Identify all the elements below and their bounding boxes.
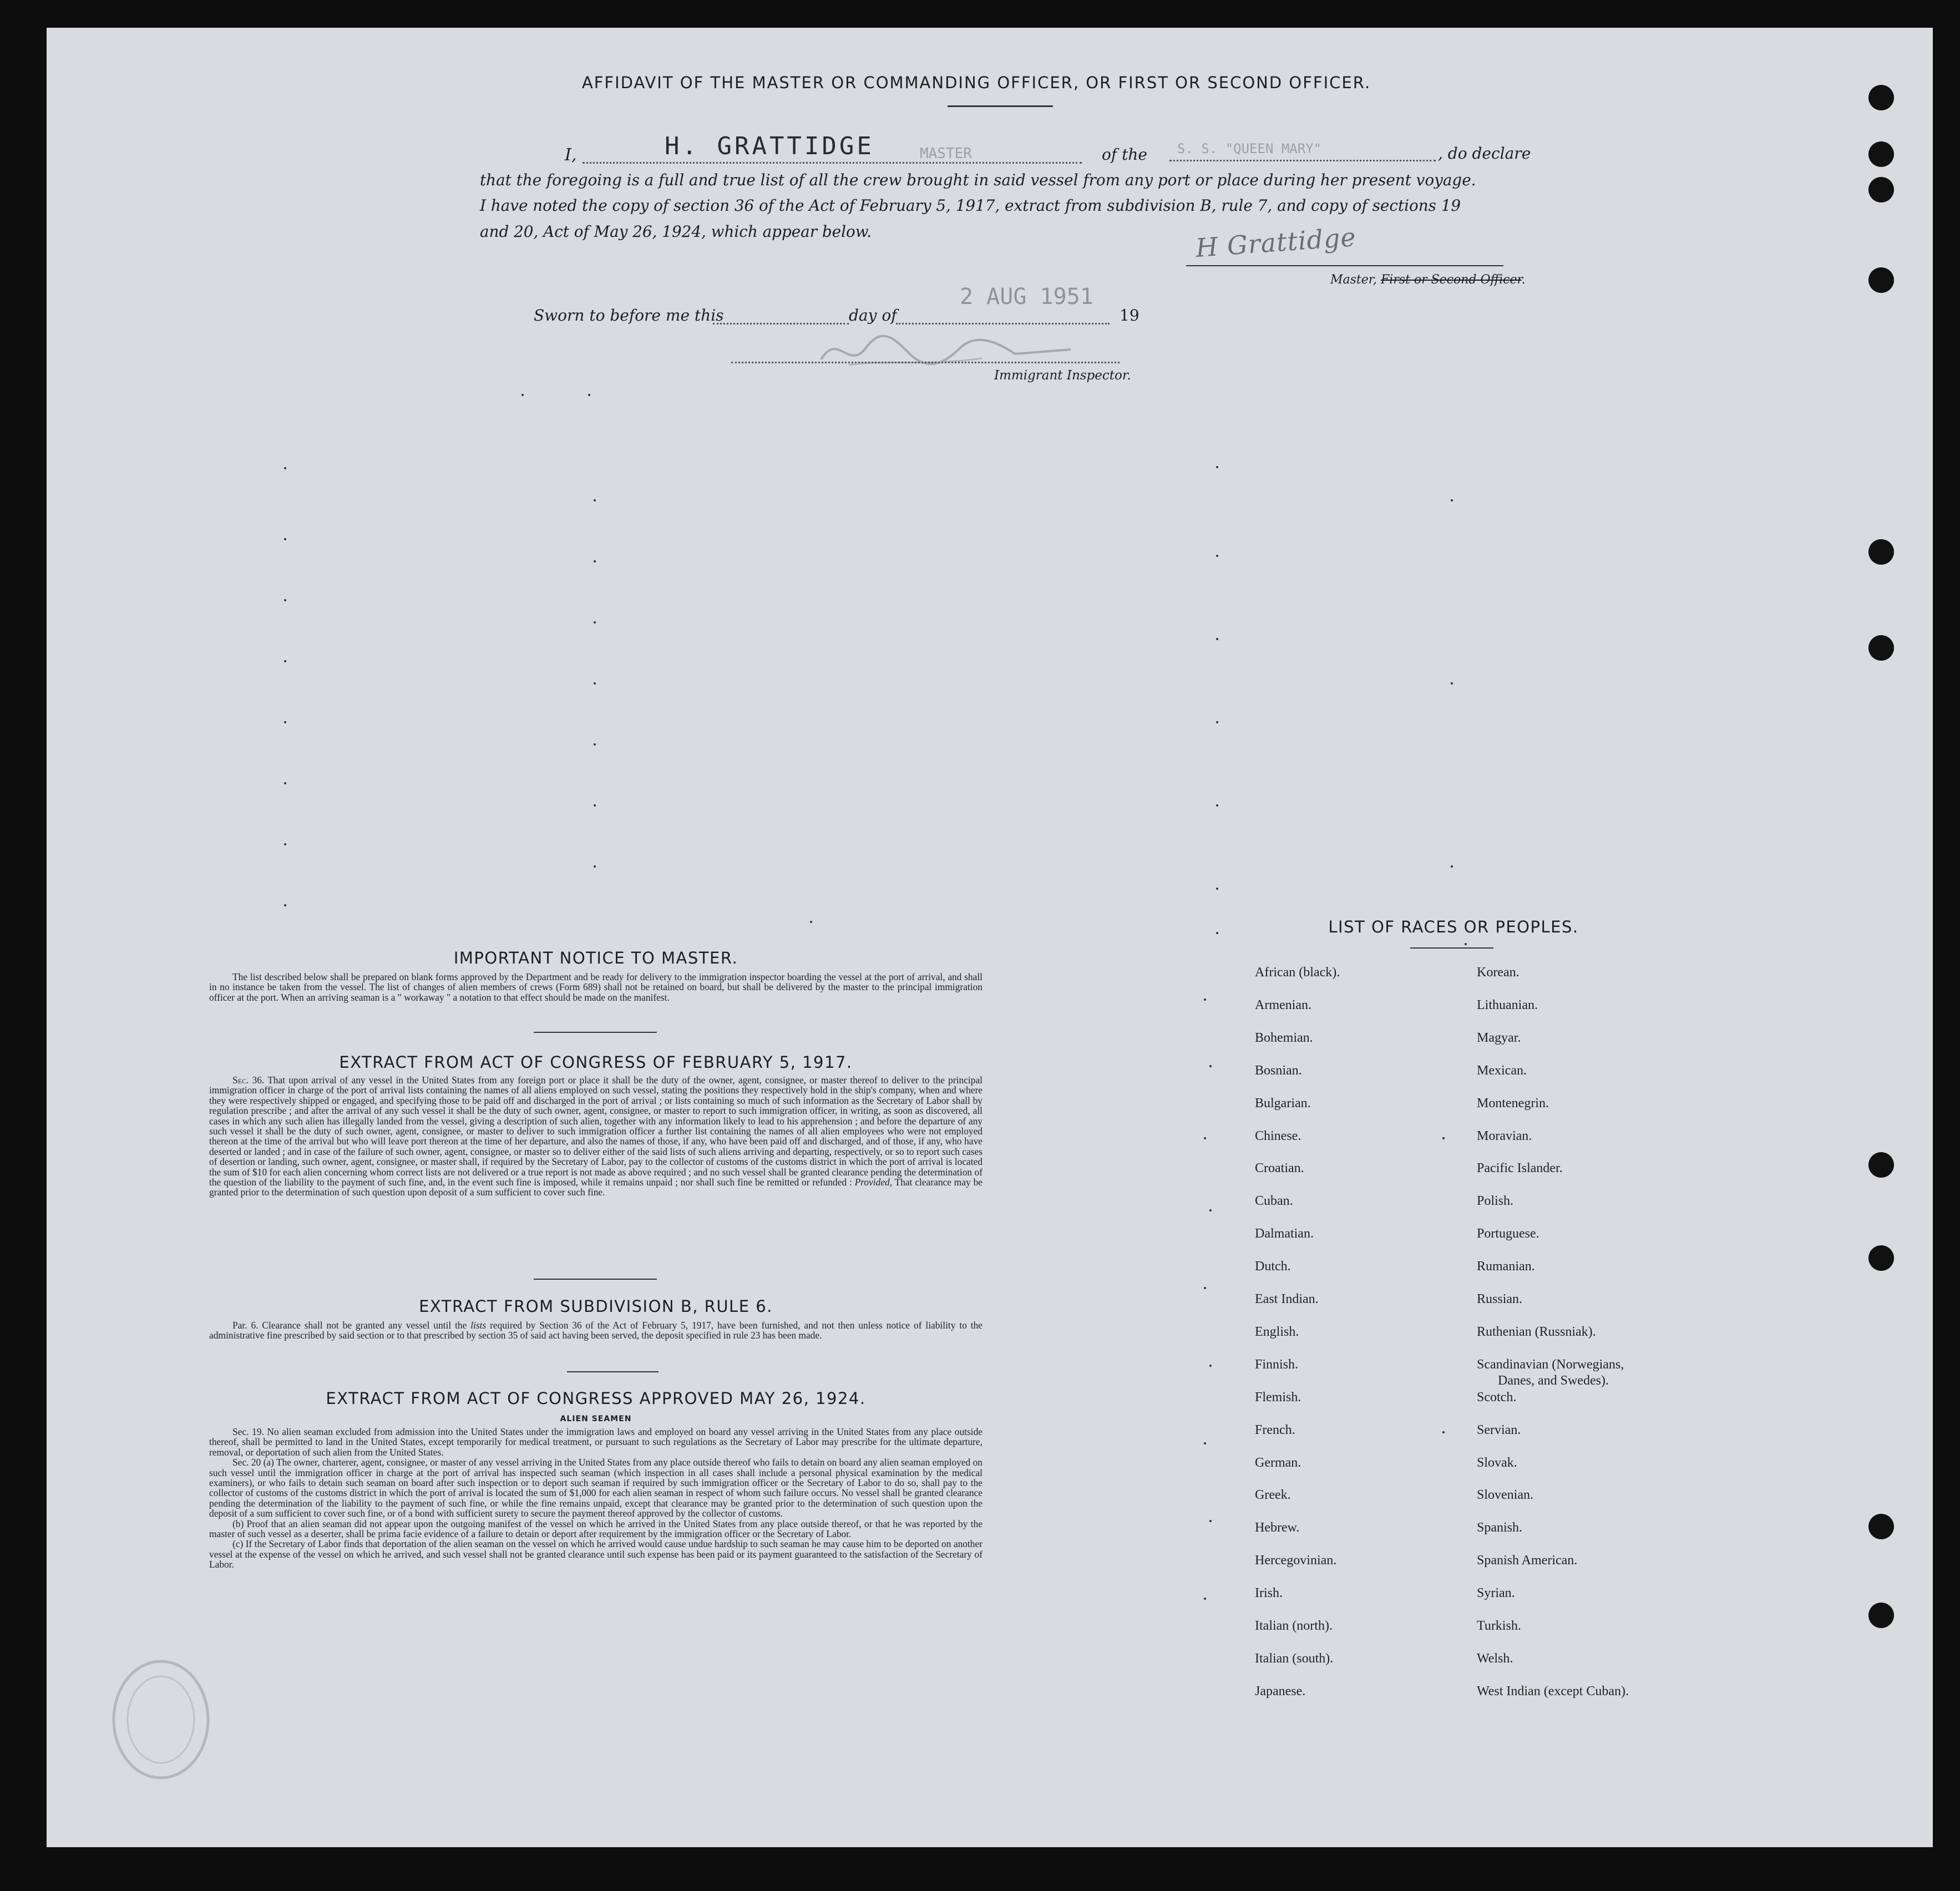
race-right-item: Spanish American.	[1477, 1553, 1578, 1568]
day-of-label: day of	[849, 306, 897, 325]
race-left-item: Hebrew.	[1255, 1520, 1300, 1535]
sec-20c-label: (c)	[232, 1538, 244, 1550]
paper-speck	[284, 843, 286, 845]
race-right-item: Rumanian.	[1477, 1259, 1535, 1274]
race-left-item: Dutch.	[1255, 1259, 1291, 1274]
sec-20a-label: Sec. 20 (a)	[232, 1457, 274, 1468]
races-title-underline	[1410, 947, 1493, 949]
year-prefix: 19	[1120, 306, 1139, 325]
race-right-item: Scotch.	[1477, 1390, 1517, 1405]
title-underline	[948, 105, 1053, 107]
paper-speck	[1216, 721, 1218, 723]
race-right-item: Scandinavian (Norwegians,	[1477, 1357, 1624, 1372]
sec-20a-text: The owner, charterer, agent, consignee, or master of any vessel arriving in the United States from any place outside thereof who fails to detain on board any alien seaman employed on such vessel until the immigration officer in charge at the port of arrival has inspected such seaman (which inspection in all cases shall include a personal physical examination by the medical examiners), or who fails to detain such seaman on board after such inspection or to deport such seaman if required by such immigration officer or the Secretary of Labor to do so, shall pay to the collector of customs of the customs district in which the port of arrival is located the sum of $1,000 for each alien seaman in respect of whom such failure occurs. No vessel shall be granted clearance pending the determination of the liability to the payment of such fine, or while the fine remains unpaid, except that clearance may be granted prior to the determination of such question upon the deposit of a sum sufficient to cover such fine, or of a bond with sufficient surety to secure the payment thereof approved by the collector of customs.	[209, 1457, 982, 1519]
proviso-text: That clearance may be granted prior to the determination of such question upon deposit of a sum sufficient to cover such fine.	[209, 1177, 982, 1198]
paper-speck	[1204, 998, 1206, 1001]
sec-20c-text: If the Secretary of Labor finds that deportation of the alien seaman on the vessel on which he arrived would cause undue hardship to such seaman he may cause him to be deported on another vessel at the expense of the vessel on which he arrived, and such vessel shall not be granted clearance until such expense has been paid or its payment guaranteed to the satisfaction of the Secretary of Labor.	[209, 1538, 982, 1570]
race-right-item: Slovenian.	[1477, 1488, 1533, 1503]
race-left-item: English.	[1255, 1324, 1299, 1339]
extract-1917-divider	[534, 1279, 657, 1280]
race-left-item: Irish.	[1255, 1586, 1283, 1601]
paper-speck	[1451, 865, 1453, 868]
race-left-item: Hercegovinian.	[1255, 1553, 1337, 1568]
punch-hole	[1868, 539, 1894, 565]
i-label: I,	[565, 145, 577, 165]
extract-1924-body	[209, 1427, 982, 1570]
paper-speck	[1204, 1137, 1206, 1139]
race-left-item: East Indian.	[1255, 1292, 1319, 1306]
sec-20b-label: (b)	[232, 1518, 244, 1529]
punch-hole	[1868, 267, 1894, 293]
do-declare-label: , do declare	[1438, 144, 1531, 163]
signature-line	[1186, 265, 1503, 266]
race-right-item: Polish.	[1477, 1194, 1514, 1209]
race-left-item: French.	[1255, 1422, 1295, 1437]
punch-hole	[1868, 1514, 1894, 1539]
race-left-item: German.	[1255, 1455, 1301, 1470]
proviso-label: Provided,	[854, 1177, 893, 1188]
paper-speck	[1216, 804, 1218, 807]
extract-rule-body	[209, 1320, 982, 1341]
paper-speck	[284, 721, 286, 723]
paper-speck	[1204, 1598, 1206, 1600]
paper-speck	[1451, 499, 1453, 501]
extract-1917-title: EXTRACT FROM ACT OF CONGRESS OF FEBRUARY 5, 1917.	[339, 1053, 853, 1072]
race-left-item: Cuban.	[1255, 1194, 1293, 1209]
sec-19-text: No alien seaman excluded from admission into the United States under the immigration laws and employed on board any vessel arriving in the United States from any place outside thereof, shall be permitted to land in the United States, except temporarily for medical treatment, or pursuant to such regulations as the Secretary of Labor may prescribe for the ultimate departure, removal, or deportation of such alien from the United States.	[209, 1426, 982, 1458]
race-left-item: Bohemian.	[1255, 1030, 1313, 1045]
of-the-label: of the	[1102, 145, 1147, 164]
race-right-item: West Indian (except Cuban).	[1477, 1684, 1629, 1699]
punch-hole	[1868, 635, 1894, 661]
par-6-lists: lists	[470, 1320, 487, 1331]
vessel-name-stamp: S. S. "QUEEN MARY"	[1177, 141, 1322, 156]
paper-speck	[1216, 466, 1218, 468]
paper-speck	[521, 394, 524, 396]
extract-1917-body	[209, 1075, 982, 1198]
inspector-label: Immigrant Inspector.	[994, 368, 1131, 383]
paper-speck	[594, 621, 596, 623]
race-left-item: Japanese.	[1255, 1684, 1306, 1699]
notice-divider	[534, 1032, 657, 1033]
paper-speck	[588, 394, 590, 396]
paper-speck	[1216, 555, 1218, 557]
race-right-item: Turkish.	[1477, 1619, 1521, 1633]
extract-rule-divider	[567, 1371, 659, 1372]
paper-speck	[1209, 1209, 1212, 1211]
punch-hole	[1868, 85, 1894, 110]
race-right-item: Ruthenian (Russniak).	[1477, 1324, 1596, 1339]
race-left-item: Flemish.	[1255, 1390, 1301, 1405]
paper-speck	[284, 904, 286, 906]
declaration-line-3: I have noted the copy of section 36 of the Act of February 5, 1917, extract from subdivision B, rule 7, and copy of sections 19	[480, 196, 1461, 215]
paper-speck	[284, 660, 286, 662]
struck-officer-label: First or Second Officer	[1380, 273, 1522, 287]
alien-seamen-subtitle: ALIEN SEAMEN	[560, 1415, 632, 1423]
race-right-item: Mexican.	[1477, 1063, 1527, 1078]
sec-36-label: Sec. 36.	[232, 1074, 265, 1086]
paper-speck	[810, 921, 812, 923]
paper-speck	[1451, 682, 1453, 685]
race-right-item: Montenegrin.	[1477, 1096, 1549, 1111]
paper-speck	[594, 865, 596, 868]
notice-title: IMPORTANT NOTICE TO MASTER.	[453, 949, 738, 967]
paper-speck	[1442, 1431, 1445, 1433]
race-left-item: African (black).	[1255, 965, 1340, 980]
paper-speck	[284, 599, 286, 601]
paper-speck	[594, 560, 596, 562]
races-title: LIST OF RACES OR PEOPLES.	[1328, 917, 1579, 936]
declaration-line-2: that the foregoing is a full and true list of all the crew brought in said vessel from any port or place during her present voyage.	[480, 171, 1476, 189]
caption-period: .	[1521, 273, 1526, 287]
paper-speck	[594, 682, 596, 685]
extract-rule-title: EXTRACT FROM SUBDIVISION B, RULE 6.	[419, 1297, 773, 1316]
punch-hole	[1868, 177, 1894, 202]
paper-speck	[1209, 1065, 1212, 1067]
master-signature: H Grattidge	[1194, 221, 1358, 263]
race-left-item: Bosnian.	[1255, 1063, 1302, 1078]
race-left-item: Dalmatian.	[1255, 1226, 1314, 1241]
paper-speck	[1209, 1365, 1212, 1367]
par-6-text-a: Clearance shall not be granted any vessel until the	[262, 1320, 467, 1331]
affidavit-title: AFFIDAVIT OF THE MASTER OR COMMANDING OFFICER, OR FIRST OR SECOND OFFICER.	[581, 73, 1371, 92]
race-right-item: Slovak.	[1477, 1455, 1517, 1470]
sworn-day-line	[713, 323, 849, 325]
race-left-item: Armenian.	[1255, 997, 1311, 1012]
race-right-item: Portuguese.	[1477, 1226, 1539, 1241]
race-left-item: Finnish.	[1255, 1357, 1299, 1372]
par-6-text-b: required by Section 36 of the Act of February 5, 1917, have been furnished, and not then unless notice of liability to the administrative fine prescribed by said section or to that prescribed by section 35 of said act having been served, the deposit specified in rule 23 has been made.	[209, 1320, 982, 1341]
race-right-item: Welsh.	[1477, 1651, 1513, 1666]
notice-text: The list described below shall be prepared on blank forms approved by the Department and be ready for delivery to the immigration inspector boarding the vessel at the port of arrival, and shall in no instance be taken from the vessel. The list of changes of alien members of crews (Form 689) shall not be retained on board, but shall be delivered by the master to the principal immigration officer at the port. When an arriving seaman is a " workaway " a notation to that effect should be made on the manifest.	[209, 971, 982, 1003]
race-right-item: Moravian.	[1477, 1128, 1532, 1143]
paper-speck	[1204, 1287, 1206, 1289]
extract-1924-title: EXTRACT FROM ACT OF CONGRESS APPROVED MAY 26, 1924.	[326, 1389, 866, 1408]
declaration-line-4: and 20, Act of May 26, 1924, which appear below.	[480, 222, 872, 241]
paper-speck	[1209, 1520, 1212, 1522]
paper-speck	[284, 538, 286, 540]
sworn-label: Sworn to before me this	[534, 306, 724, 325]
race-right-item: Pacific Islander.	[1477, 1161, 1563, 1176]
paper-speck	[1204, 1442, 1206, 1444]
officer-name-handwritten: H. GRATTIDGE	[665, 132, 874, 160]
punch-hole	[1868, 141, 1894, 167]
race-right-item: Korean.	[1477, 965, 1520, 980]
race-right-item: Servian.	[1477, 1422, 1521, 1437]
punch-hole	[1868, 1603, 1894, 1628]
race-right-item: Magyar.	[1477, 1030, 1521, 1045]
paper-speck	[284, 467, 286, 469]
paper-speck	[1216, 888, 1218, 890]
master-title-caption	[1330, 273, 1526, 287]
paper-speck	[1216, 638, 1218, 640]
paper-speck	[1442, 1137, 1445, 1139]
race-left-item: Bulgarian.	[1255, 1096, 1311, 1111]
race-right-item: Syrian.	[1477, 1586, 1515, 1601]
paper-speck	[284, 782, 286, 784]
paper-speck	[1465, 943, 1467, 945]
punch-hole	[1868, 1152, 1894, 1178]
name-line	[583, 162, 1082, 164]
officer-rank-stamp: MASTER	[920, 145, 972, 162]
race-left-item: Chinese.	[1255, 1128, 1301, 1143]
sec-19-label: Sec. 19.	[232, 1426, 264, 1437]
paper-speck	[1216, 932, 1218, 934]
inspector-signature-line	[731, 362, 1120, 363]
paper-speck	[594, 804, 596, 807]
race-right-continuation: Danes, and Swedes).	[1498, 1373, 1609, 1388]
punch-hole	[1868, 1245, 1894, 1271]
race-right-item: Russian.	[1477, 1292, 1523, 1306]
par-6-label: Par. 6.	[232, 1320, 259, 1331]
race-right-item: Lithuanian.	[1477, 997, 1538, 1012]
sworn-month-line	[896, 323, 1110, 325]
date-stamp: 2 AUG 1951	[960, 284, 1093, 310]
notice-body	[209, 972, 982, 1002]
sec-20b-text: Proof that an alien seaman did not appear upon the outgoing manifest of the vessel on which he arrived in the United States from any place outside thereof, or that he was reported by the master of such vessel as a deserter, shall be prima facie evidence of a failure to detain or deport after requirement by the immigration officer or the Secretary of Labor.	[209, 1518, 982, 1540]
race-left-item: Greek.	[1255, 1488, 1291, 1503]
race-left-item: Italian (north).	[1255, 1619, 1333, 1633]
circular-stamp-mark	[105, 1653, 216, 1786]
race-left-item: Croatian.	[1255, 1161, 1304, 1176]
race-left-item: Italian (south).	[1255, 1651, 1334, 1666]
paper-speck	[594, 499, 596, 501]
paper-speck	[594, 743, 596, 746]
master-label: Master,	[1330, 273, 1377, 287]
race-right-item: Spanish.	[1477, 1520, 1523, 1535]
vessel-line	[1169, 160, 1436, 161]
sec-36-text: That upon arrival of any vessel in the United States from any foreign port or place it shall be the duty of the owner, agent, consignee, or master thereof to deliver to the principal immigration officer in charge of the port of arrival lists containing the names of all aliens employed on such vessel, stating the positions they respectively hold in the ship's company, when and where they were respectively shipped or engaged, and specifying those to be paid off and discharged in the port of arrival ; or lists containing so much of such information as the Secretary of Labor shall by regulation prescribe ; and after the arrival of any such vessel it shall be the duty of such owner, agent, consignee, or master to report to such immigration officer, in writing, as soon as discovered, all cases in which any such alien has illegally landed from the vessel, giving a description of such alien, together with any information likely to lead to his apprehension ; and before the departure of any such vessel it shall be the duty of such owner, agent, consignee, or master to deliver to such immigration officer a further list containing the names of all alien employees who were not employed thereon at the time of the arrival but who will leave port thereon at the time of her departure, and also the names of those, if any, who have been paid off and discharged, and of those, if any, who have deserted or landed ; and in case of the failure of such owner, agent, consignee, or master so to deliver either of the said lists of such aliens arriving and departing, respectively, or so to report such cases of desertion or landing, such owner, agent, consignee, or master shall, if required by the Secretary of Labor, pay to the collector of customs of the customs district in which the port of arrival is located the sum of $10 for each alien concerning whom correct lists are not delivered or a true report is not made as above required ; and no such vessel shall be granted clearance pending the determination of the question of the liability to the payment of such fine, and, in the event such fine is imposed, while it remains unpaid ; nor shall such fine be remitted or refunded :	[209, 1074, 982, 1188]
